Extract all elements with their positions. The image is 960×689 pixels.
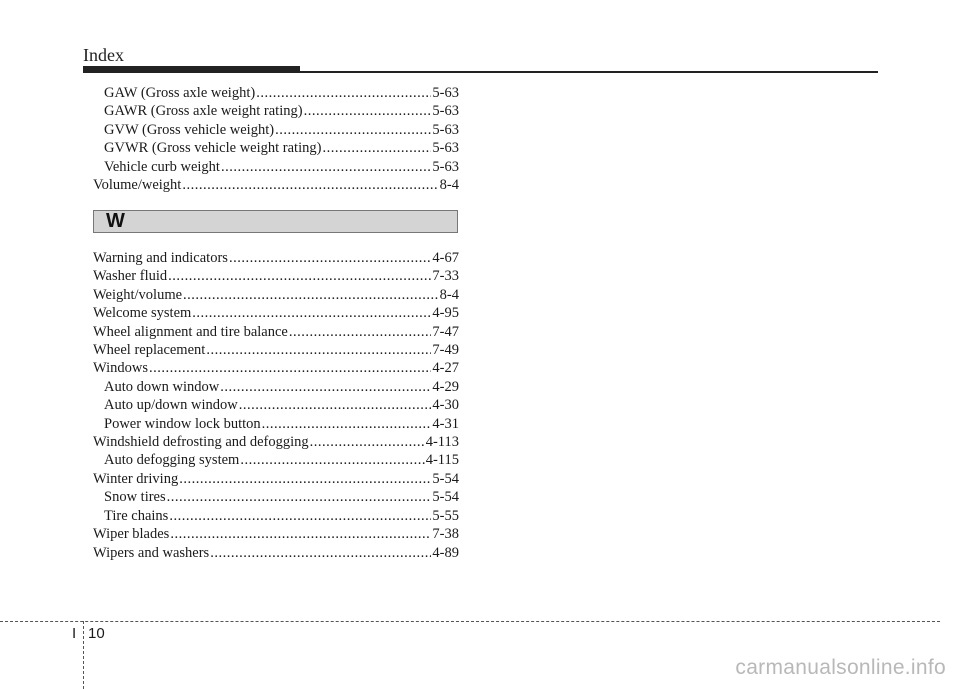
- dot-leader: [170, 525, 431, 543]
- dot-leader: [262, 415, 432, 433]
- index-entry: [93, 544, 459, 562]
- index-page-ref: 4-29: [432, 378, 459, 395]
- index-entry: [93, 102, 459, 120]
- dot-leader: [169, 507, 431, 525]
- index-term: Windshield defrosting and defogging: [93, 434, 309, 451]
- index-entry: [93, 433, 459, 451]
- dot-leader: [275, 121, 431, 139]
- index-term: Auto up/down window: [104, 397, 238, 414]
- index-entry: [93, 341, 459, 359]
- dot-leader: [149, 359, 431, 377]
- index-term: Weight/volume: [93, 286, 183, 303]
- dot-leader: [168, 267, 431, 285]
- index-page-ref: 5-63: [432, 140, 459, 157]
- dot-leader: [179, 470, 431, 488]
- index-list-top: [93, 84, 459, 194]
- section-header-w: [93, 210, 458, 233]
- dot-leader: [206, 341, 431, 359]
- index-page-ref: 4-27: [432, 360, 459, 377]
- index-entry: [93, 525, 459, 543]
- page-number: 10: [88, 625, 105, 642]
- index-entry: [93, 176, 459, 194]
- index-page-ref: 4-95: [432, 305, 459, 322]
- index-entry: [93, 451, 459, 469]
- dot-leader: [221, 158, 431, 176]
- index-page-ref: 4-115: [425, 452, 459, 469]
- index-term: Snow tires: [104, 489, 166, 506]
- index-entry: [93, 249, 459, 267]
- index-term: Winter driving: [93, 470, 179, 487]
- dot-leader: [229, 249, 431, 267]
- index-term: Wipers and washers: [93, 544, 210, 561]
- index-entry: [93, 323, 459, 341]
- index-page-ref: 4-113: [425, 434, 459, 451]
- index-page-ref: 4-30: [432, 397, 459, 414]
- index-page-ref: 4-67: [432, 250, 459, 266]
- index-entry: [93, 359, 459, 377]
- dot-leader: [183, 286, 439, 304]
- header-rule: [83, 71, 878, 73]
- index-page-ref: 4-89: [432, 544, 459, 561]
- index-entry: [93, 121, 459, 139]
- index-term: Washer fluid: [93, 268, 168, 285]
- index-term: Windows: [93, 360, 148, 377]
- index-page-ref: 8-4: [439, 177, 459, 194]
- footer-rule: [0, 621, 940, 622]
- index-term: Auto defogging system: [104, 452, 240, 469]
- index-entry: [93, 158, 459, 176]
- dot-leader: [239, 396, 432, 414]
- index-term: GVW (Gross vehicle weight): [104, 121, 275, 138]
- index-entry: [93, 304, 459, 322]
- index-entry: [93, 415, 459, 433]
- index-entry: [93, 470, 459, 488]
- index-entry: [93, 507, 459, 525]
- index-entry: [93, 139, 459, 157]
- index-page-ref: 5-55: [432, 507, 459, 524]
- index-page-ref: 5-54: [432, 470, 459, 487]
- index-entry: [93, 378, 459, 396]
- index-page-ref: 7-38: [432, 526, 459, 543]
- dot-leader: [322, 139, 431, 157]
- footer-section-letter: I: [72, 625, 77, 642]
- index-term: Power window lock button: [104, 415, 261, 432]
- index-term: Wheel alignment and tire balance: [93, 323, 288, 340]
- index-page-ref: 7-49: [432, 342, 459, 359]
- index-term: GVWR (Gross vehicle weight rating): [104, 140, 322, 157]
- dot-leader: [310, 433, 425, 451]
- index-term: Welcome system: [93, 305, 192, 322]
- dot-leader: [240, 451, 424, 469]
- dot-leader: [304, 102, 432, 120]
- index-list-w: [93, 249, 459, 562]
- dot-leader: [210, 544, 431, 562]
- index-page-ref: 5-63: [432, 85, 459, 101]
- index-entry: [93, 488, 459, 506]
- index-page-ref: 5-63: [432, 103, 459, 120]
- index-page-ref: 4-31: [432, 415, 459, 432]
- dot-leader: [167, 488, 432, 506]
- index-term: Vehicle curb weight: [104, 158, 220, 175]
- index-entry: [93, 267, 459, 285]
- index-term: Auto down window: [104, 378, 220, 395]
- index-term: GAW (Gross axle weight): [104, 85, 256, 101]
- section-letter: W: [106, 210, 125, 232]
- index-page-ref: 5-63: [432, 121, 459, 138]
- index-term: Wiper blades: [93, 526, 170, 543]
- dot-leader: [182, 176, 438, 194]
- index-term: Wheel replacement: [93, 342, 206, 359]
- index-entry: [93, 84, 459, 102]
- index-page-ref: 7-47: [432, 323, 459, 340]
- watermark: carmanualsonline.info: [735, 656, 946, 679]
- index-page-ref: 8-4: [439, 286, 459, 303]
- dot-leader: [192, 304, 431, 322]
- footer-divider: [83, 621, 84, 689]
- dot-leader: [220, 378, 431, 396]
- index-term: GAWR (Gross axle weight rating): [104, 103, 303, 120]
- index-page-ref: 7-33: [432, 268, 459, 285]
- index-term: Tire chains: [104, 507, 169, 524]
- dot-leader: [256, 84, 431, 102]
- index-entry: [93, 286, 459, 304]
- index-term: Volume/weight: [93, 177, 182, 194]
- page-title: Index: [83, 45, 124, 65]
- index-page-ref: 5-54: [432, 489, 459, 506]
- dot-leader: [289, 323, 432, 341]
- index-term: Warning and indicators: [93, 250, 228, 266]
- index-page-ref: 5-63: [432, 158, 459, 175]
- index-entry: [93, 396, 459, 414]
